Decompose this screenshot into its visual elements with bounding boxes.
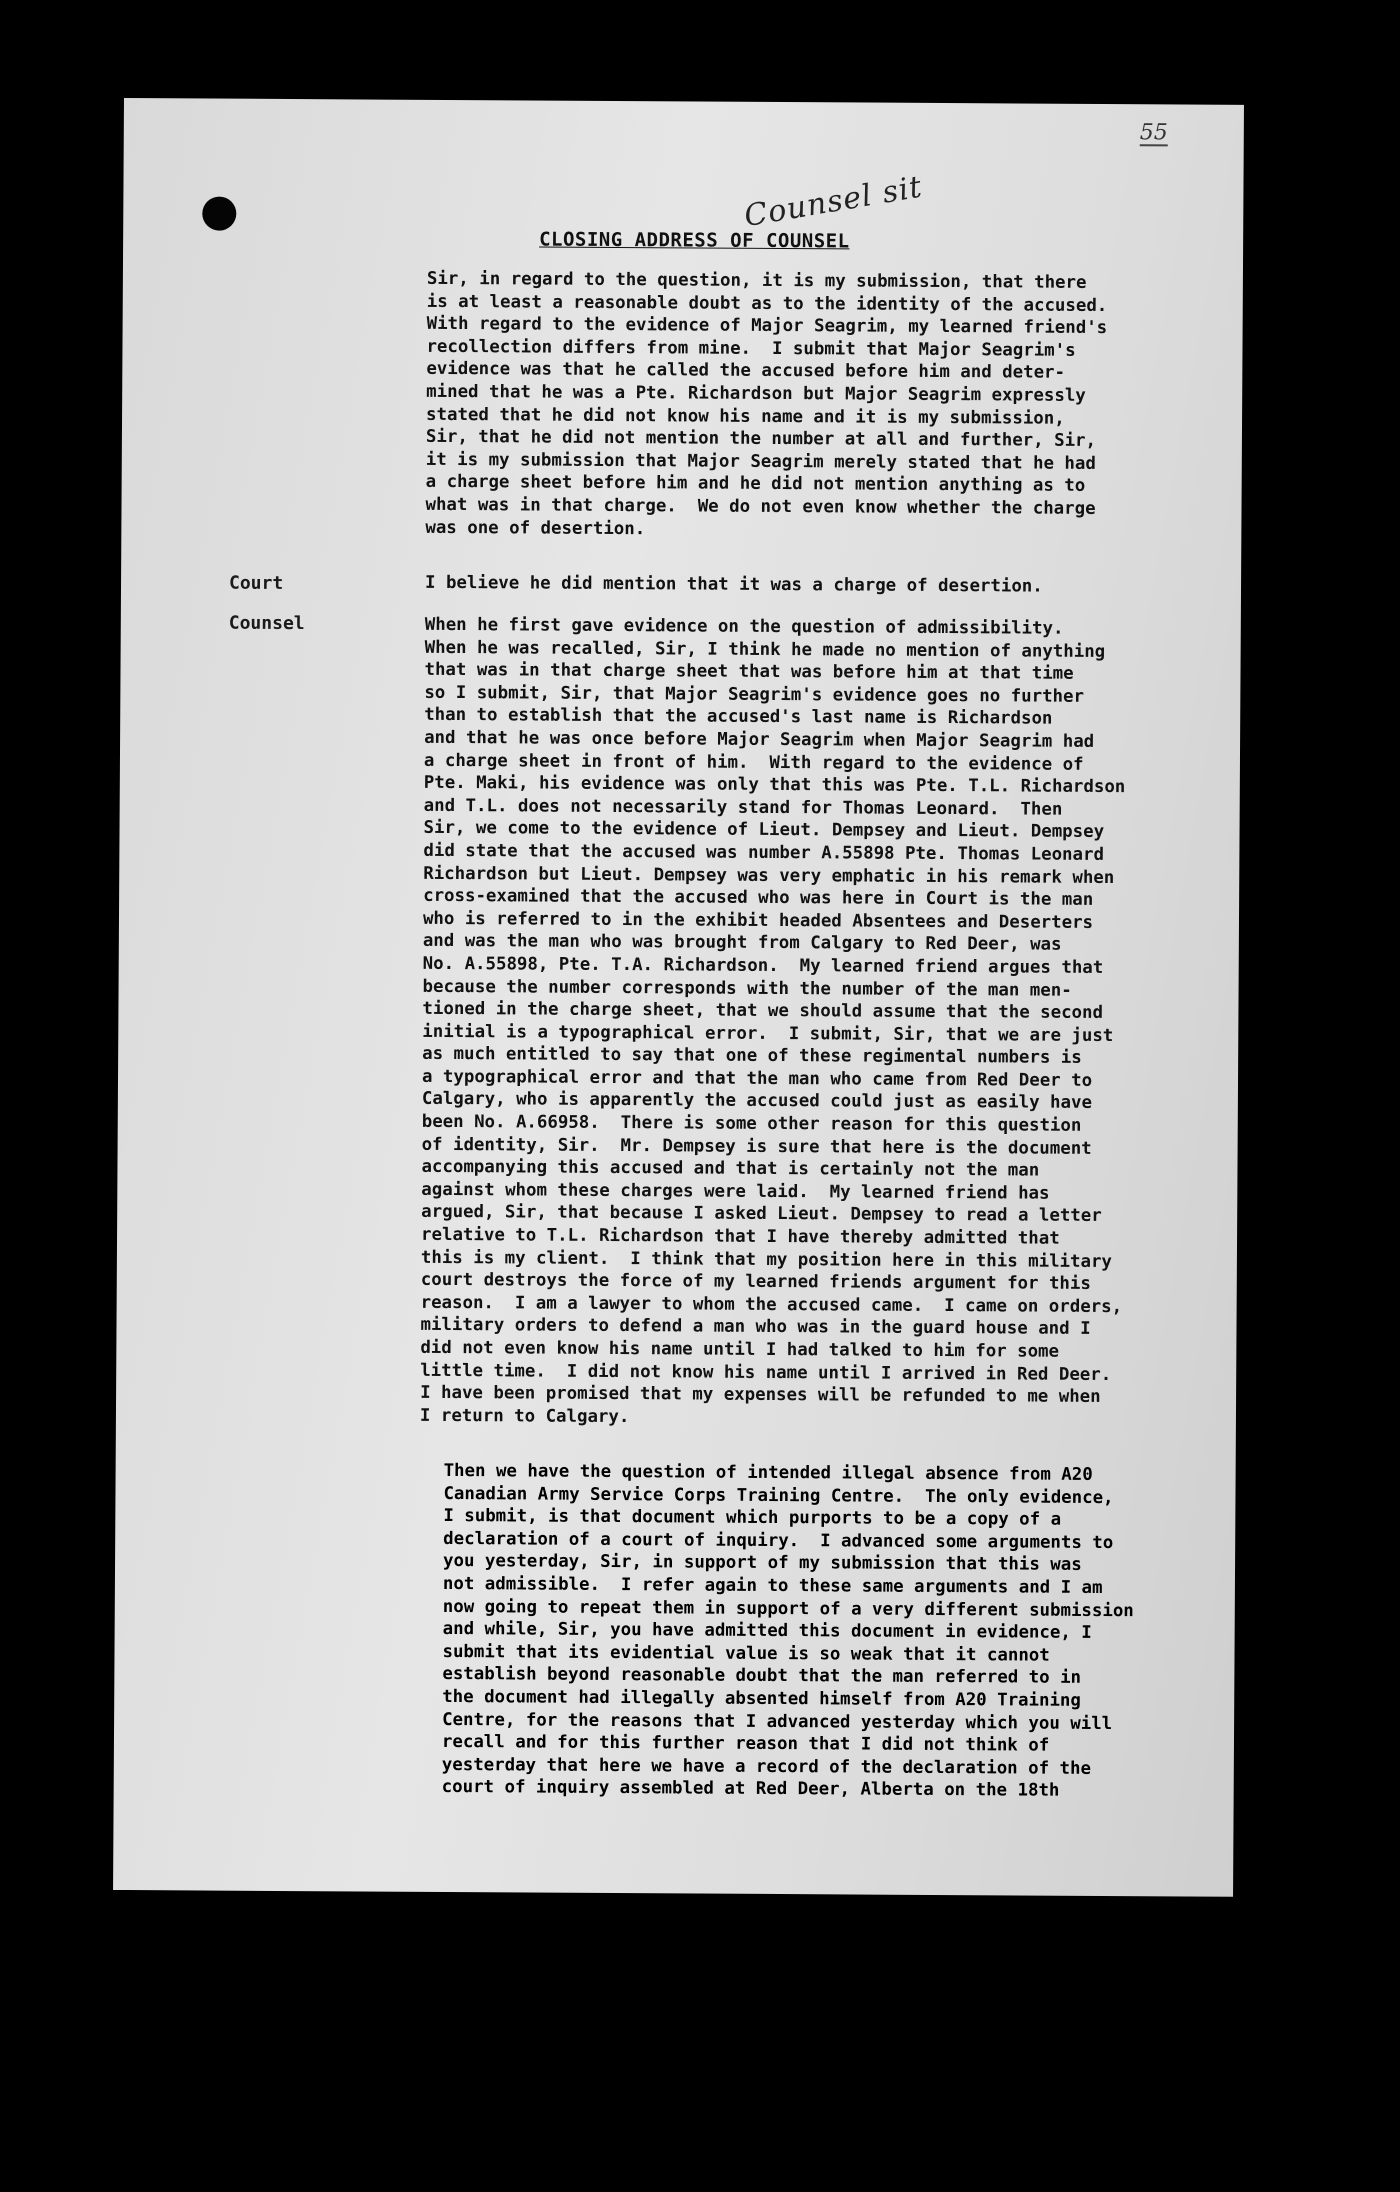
text-line: cross-examined that the accused who was here in Court is the man — [423, 885, 1094, 911]
text-line: been No. A.66958. There is some other reason for this question — [421, 1111, 1082, 1136]
paragraph-3 — [420, 614, 1225, 1432]
text-line: little time. I did not know his name until I arrived in Red Deer. — [420, 1360, 1112, 1385]
text-line: Sir, that he did not mention the number at all and further, Sir, — [425, 427, 1097, 452]
document-title: CLOSING ADDRESS OF COUNSEL — [539, 228, 850, 253]
text-line: of identity, Sir. Mr. Dempsey is sure that here is the document — [421, 1134, 1092, 1159]
text-line: Pte. Maki, his evidence was only that this was Pte. T.L. Richardson — [423, 773, 1126, 798]
text-line: Calgary, who is apparently the accused could just as easily have — [421, 1089, 1093, 1114]
text-line: so I submit, Sir, that Major Seagrim's evidence goes no further — [424, 682, 1085, 707]
text-line: and while, Sir, you have admitted this document in evidence, I — [442, 1619, 1092, 1644]
text-line: No. A.55898, Pte. T.A. Richardson. My learned friend argues that — [422, 953, 1104, 978]
text-line: Sir, we come to the evidence of Lieut. Dempsey and Lieut. Dempsey — [423, 818, 1105, 843]
text-line: When he was recalled, Sir, I think he made no mention of anything — [424, 637, 1106, 662]
paragraph-1 — [425, 268, 1227, 544]
speaker-counsel: Counsel — [228, 612, 305, 635]
text-line: the document had illegally absented himself from A20 Training — [442, 1686, 1081, 1711]
text-line: recollection differs from mine. I submit that Major Seagrim's — [426, 336, 1076, 361]
text-line: you yesterday, Sir, in support of my submission that this was — [443, 1551, 1082, 1576]
punch-hole — [202, 196, 236, 230]
text-line: what was in that charge. We do not even know whether the charge — [425, 494, 1096, 519]
paragraph-2 — [425, 572, 1225, 599]
text-line: I have been promised that my expenses will be refunded to me when — [420, 1383, 1101, 1408]
text-line: Centre, for the reasons that I advanced yesterday which you will — [442, 1709, 1113, 1734]
text-line: is at least a reasonable doubt as to the identity of the accused. — [426, 291, 1108, 316]
text-line: military orders to defend a man who was in the guard house and I — [420, 1315, 1091, 1340]
text-line: recall and for this further reason that I did not think of — [441, 1732, 1050, 1756]
text-line: that was in that charge sheet that was before him at that time — [424, 660, 1074, 684]
text-line: evidence was that he called the accused before him and deter- — [426, 359, 1066, 384]
text-line: because the number corresponds with the number of the man men- — [422, 976, 1072, 1001]
text-line: court of inquiry assembled at Red Deer, Alberta on the 18th — [441, 1777, 1060, 1802]
text-line: I return to Calgary. — [419, 1405, 630, 1427]
text-line: declaration of a court of inquiry. I advanced some arguments to — [443, 1528, 1114, 1553]
text-line: Sir, in regard to the question, it is my submission, that there — [426, 268, 1087, 293]
text-line: I believe he did mention that it was a charge of desertion. — [424, 572, 1043, 597]
text-line: and that he was once before Major Seagrim when Major Seagrim had — [424, 727, 1095, 752]
text-line: reason. I am a lawyer to whom the accused came. I came on orders, — [420, 1292, 1123, 1317]
text-line: Richardson but Lieut. Dempsey was very emphatic in his remark when — [423, 863, 1115, 888]
text-line: and T.L. does not necessarily stand for Thomas Leonard. Then — [423, 795, 1063, 820]
text-line: yesterday that here we have a record of the declaration of the — [441, 1754, 1092, 1779]
text-line: not admissible. I refer again to these same arguments and I am — [442, 1573, 1103, 1598]
text-line: establish beyond reasonable doubt that the man referred to in — [442, 1664, 1082, 1689]
text-line: submit that its evidential value is so weak that it cannot — [442, 1641, 1050, 1666]
text-line: against whom these charges were laid. My learned friend has — [421, 1179, 1050, 1204]
text-line: now going to repeat them in support of a very different submission — [442, 1596, 1134, 1621]
text-line: Canadian Army Service Corps Training Centre. The only evidence, — [443, 1483, 1114, 1508]
text-line: court destroys the force of my learned friends argument for this — [420, 1270, 1091, 1295]
text-line: I submit, is that document which purports to be a copy of a — [443, 1506, 1062, 1530]
text-line: With regard to the evidence of Major Seagrim, my learned friend's — [426, 314, 1108, 339]
text-line: as much entitled to say that one of these regimental numbers is — [422, 1044, 1082, 1069]
text-line: When he first gave evidence on the question of admissibility. — [424, 614, 1064, 639]
text-line: tioned in the charge sheet, that we should assume that the second — [422, 998, 1104, 1024]
text-line: initial is a typographical error. I submit, Sir, that we are just — [422, 1021, 1114, 1046]
page-number: 55 — [1139, 120, 1168, 146]
text-line: did not even know his name until I had talked to him for some — [420, 1337, 1060, 1362]
speaker-court: Court — [228, 572, 284, 594]
text-line: mined that he was a Pte. Richardson but Major Seagrim expressly — [426, 381, 1086, 406]
text-line: did state that the accused was number A.55898 Pte. Thomas Leonard — [423, 840, 1105, 865]
text-line: relative to T.L. Richardson that I have thereby admitted that — [420, 1224, 1060, 1249]
text-line: a typographical error and that the man who came from Red Deer to — [421, 1066, 1093, 1091]
document-page — [113, 98, 1244, 1897]
text-line: accompanying this accused and that is certainly not the man — [421, 1157, 1040, 1181]
text-line: Then we have the question of intended illegal absence from A20 — [443, 1460, 1093, 1485]
text-line: was one of desertion. — [425, 517, 646, 539]
text-line: who is referred to in the exhibit headed Absentees and Deserters — [422, 908, 1094, 933]
text-line: and was the man who was brought from Calgary to Red Deer, was — [422, 931, 1062, 956]
text-line: a charge sheet before him and he did not mention anything as to — [425, 472, 1086, 497]
paragraph-4 — [442, 1460, 1244, 1804]
text-line: than to establish that the accused's last name is Richardson — [424, 705, 1053, 730]
text-line: stated that he did not know his name and it is my submission, — [426, 404, 1065, 429]
text-line: this is my client. I think that my position here in this military — [420, 1247, 1113, 1272]
text-line: it is my submission that Major Seagrim merely stated that he had — [425, 449, 1096, 474]
handwritten-note: Counsel sit — [741, 169, 926, 235]
text-line: a charge sheet in front of him. With regard to the evidence of — [423, 750, 1084, 775]
text-line: argued, Sir, that because I asked Lieut. Dempsey to read a letter — [421, 1202, 1102, 1227]
